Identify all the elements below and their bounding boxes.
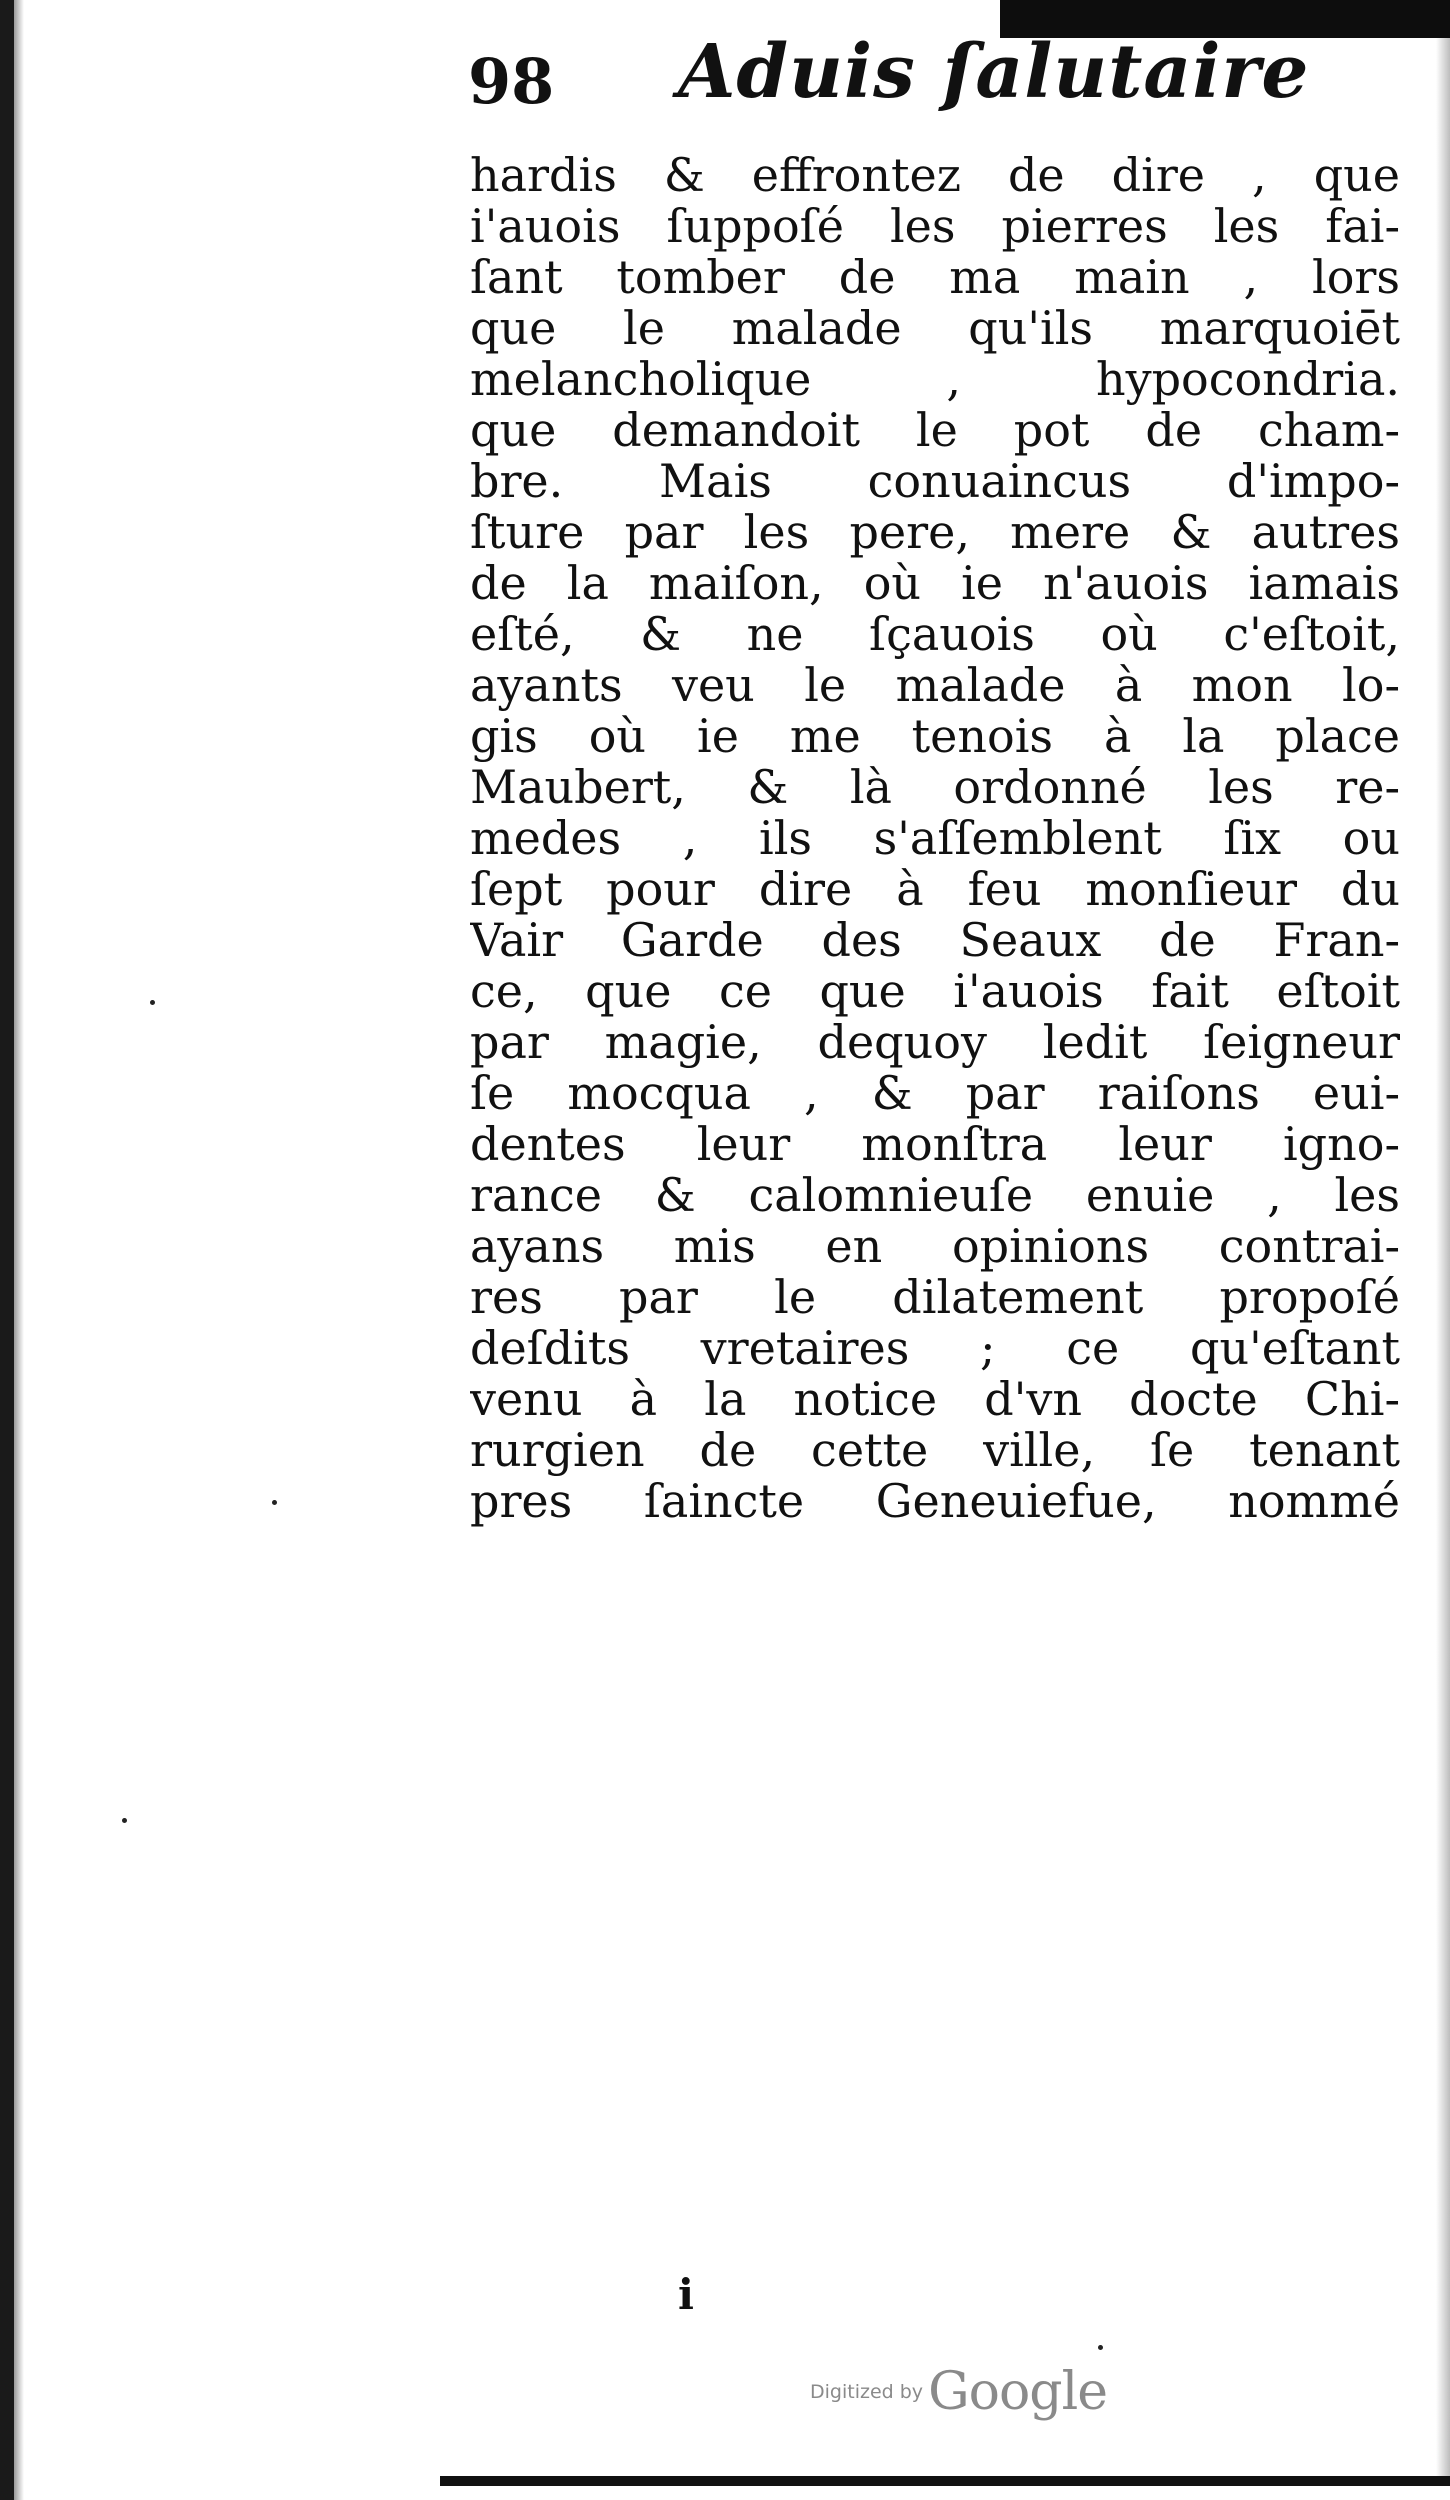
body-text [470, 150, 1400, 1527]
scan-binding-edge [0, 0, 14, 2500]
digitized-by-watermark [810, 2362, 1210, 2432]
catchword: i [678, 2270, 694, 2319]
ink-speck [1098, 2345, 1103, 2350]
text-line: Maubert, & là ordonné les re- [470, 762, 1400, 813]
text-line: ce, que ce que i'auois fait eſtoit [470, 966, 1400, 1017]
text-line: rurgien de cette ville, ſe tenant [470, 1425, 1400, 1476]
scan-binding-shadow [14, 0, 24, 2500]
page-header [468, 22, 1398, 132]
text-line: bre. Mais conuaincus d'impo- [470, 456, 1400, 507]
scan-right-edge [1436, 38, 1450, 2478]
text-line: par magie, dequoy ledit ſeigneur [470, 1017, 1400, 1068]
page-number: 98 [468, 45, 555, 118]
ink-speck [150, 1000, 155, 1005]
text-line: res par le dilatement propoſé [470, 1272, 1400, 1323]
text-line: i'auois ſuppoſé les pierres les fai- [470, 201, 1400, 252]
text-line: que le malade qu'ils marquoiēt [470, 303, 1400, 354]
scan-bottom-edge [440, 2476, 1450, 2486]
text-line: ſe mocqua , & par raiſons eui- [470, 1068, 1400, 1119]
text-line: ſept pour dire à feu monſieur du [470, 864, 1400, 915]
text-line: ayants veu le malade à mon lo- [470, 660, 1400, 711]
digitized-prefix: Digitized by [810, 2381, 924, 2403]
text-line: melancholique , hypocondria. [470, 354, 1400, 405]
text-line: ſture par les pere, mere & autres [470, 507, 1400, 558]
text-line: deſdits vretaires ; ce qu'eſtant [470, 1323, 1400, 1374]
running-title: Aduis ſalutaire [678, 29, 1310, 115]
text-line: gis où ie me tenois à la place [470, 711, 1400, 762]
text-line: eſté, & ne ſçauois où c'eſtoit, [470, 609, 1400, 660]
text-line: Vair Garde des Seaux de Fran- [470, 915, 1400, 966]
text-line: hardis & effrontez de dire , que [470, 150, 1400, 201]
text-line: venu à la notice d'vn docte Chi- [470, 1374, 1400, 1425]
ink-speck [272, 1500, 277, 1505]
text-line: de la maiſon, où ie n'auois iamais [470, 558, 1400, 609]
text-line: dentes leur monſtra leur igno- [470, 1119, 1400, 1170]
text-line: medes , ils s'aſſemblent ſix ou [470, 813, 1400, 864]
google-logo: Google [928, 2362, 1107, 2422]
text-line: que demandoit le pot de cham- [470, 405, 1400, 456]
text-line: ſant tomber de ma main , lors [470, 252, 1400, 303]
ink-speck [122, 1818, 127, 1823]
text-line: rance & calomnieuſe enuie , les [470, 1170, 1400, 1221]
text-line: pres ſaincte Geneuiefue, nommé [470, 1476, 1400, 1527]
text-line: ayans mis en opinions contrai- [470, 1221, 1400, 1272]
